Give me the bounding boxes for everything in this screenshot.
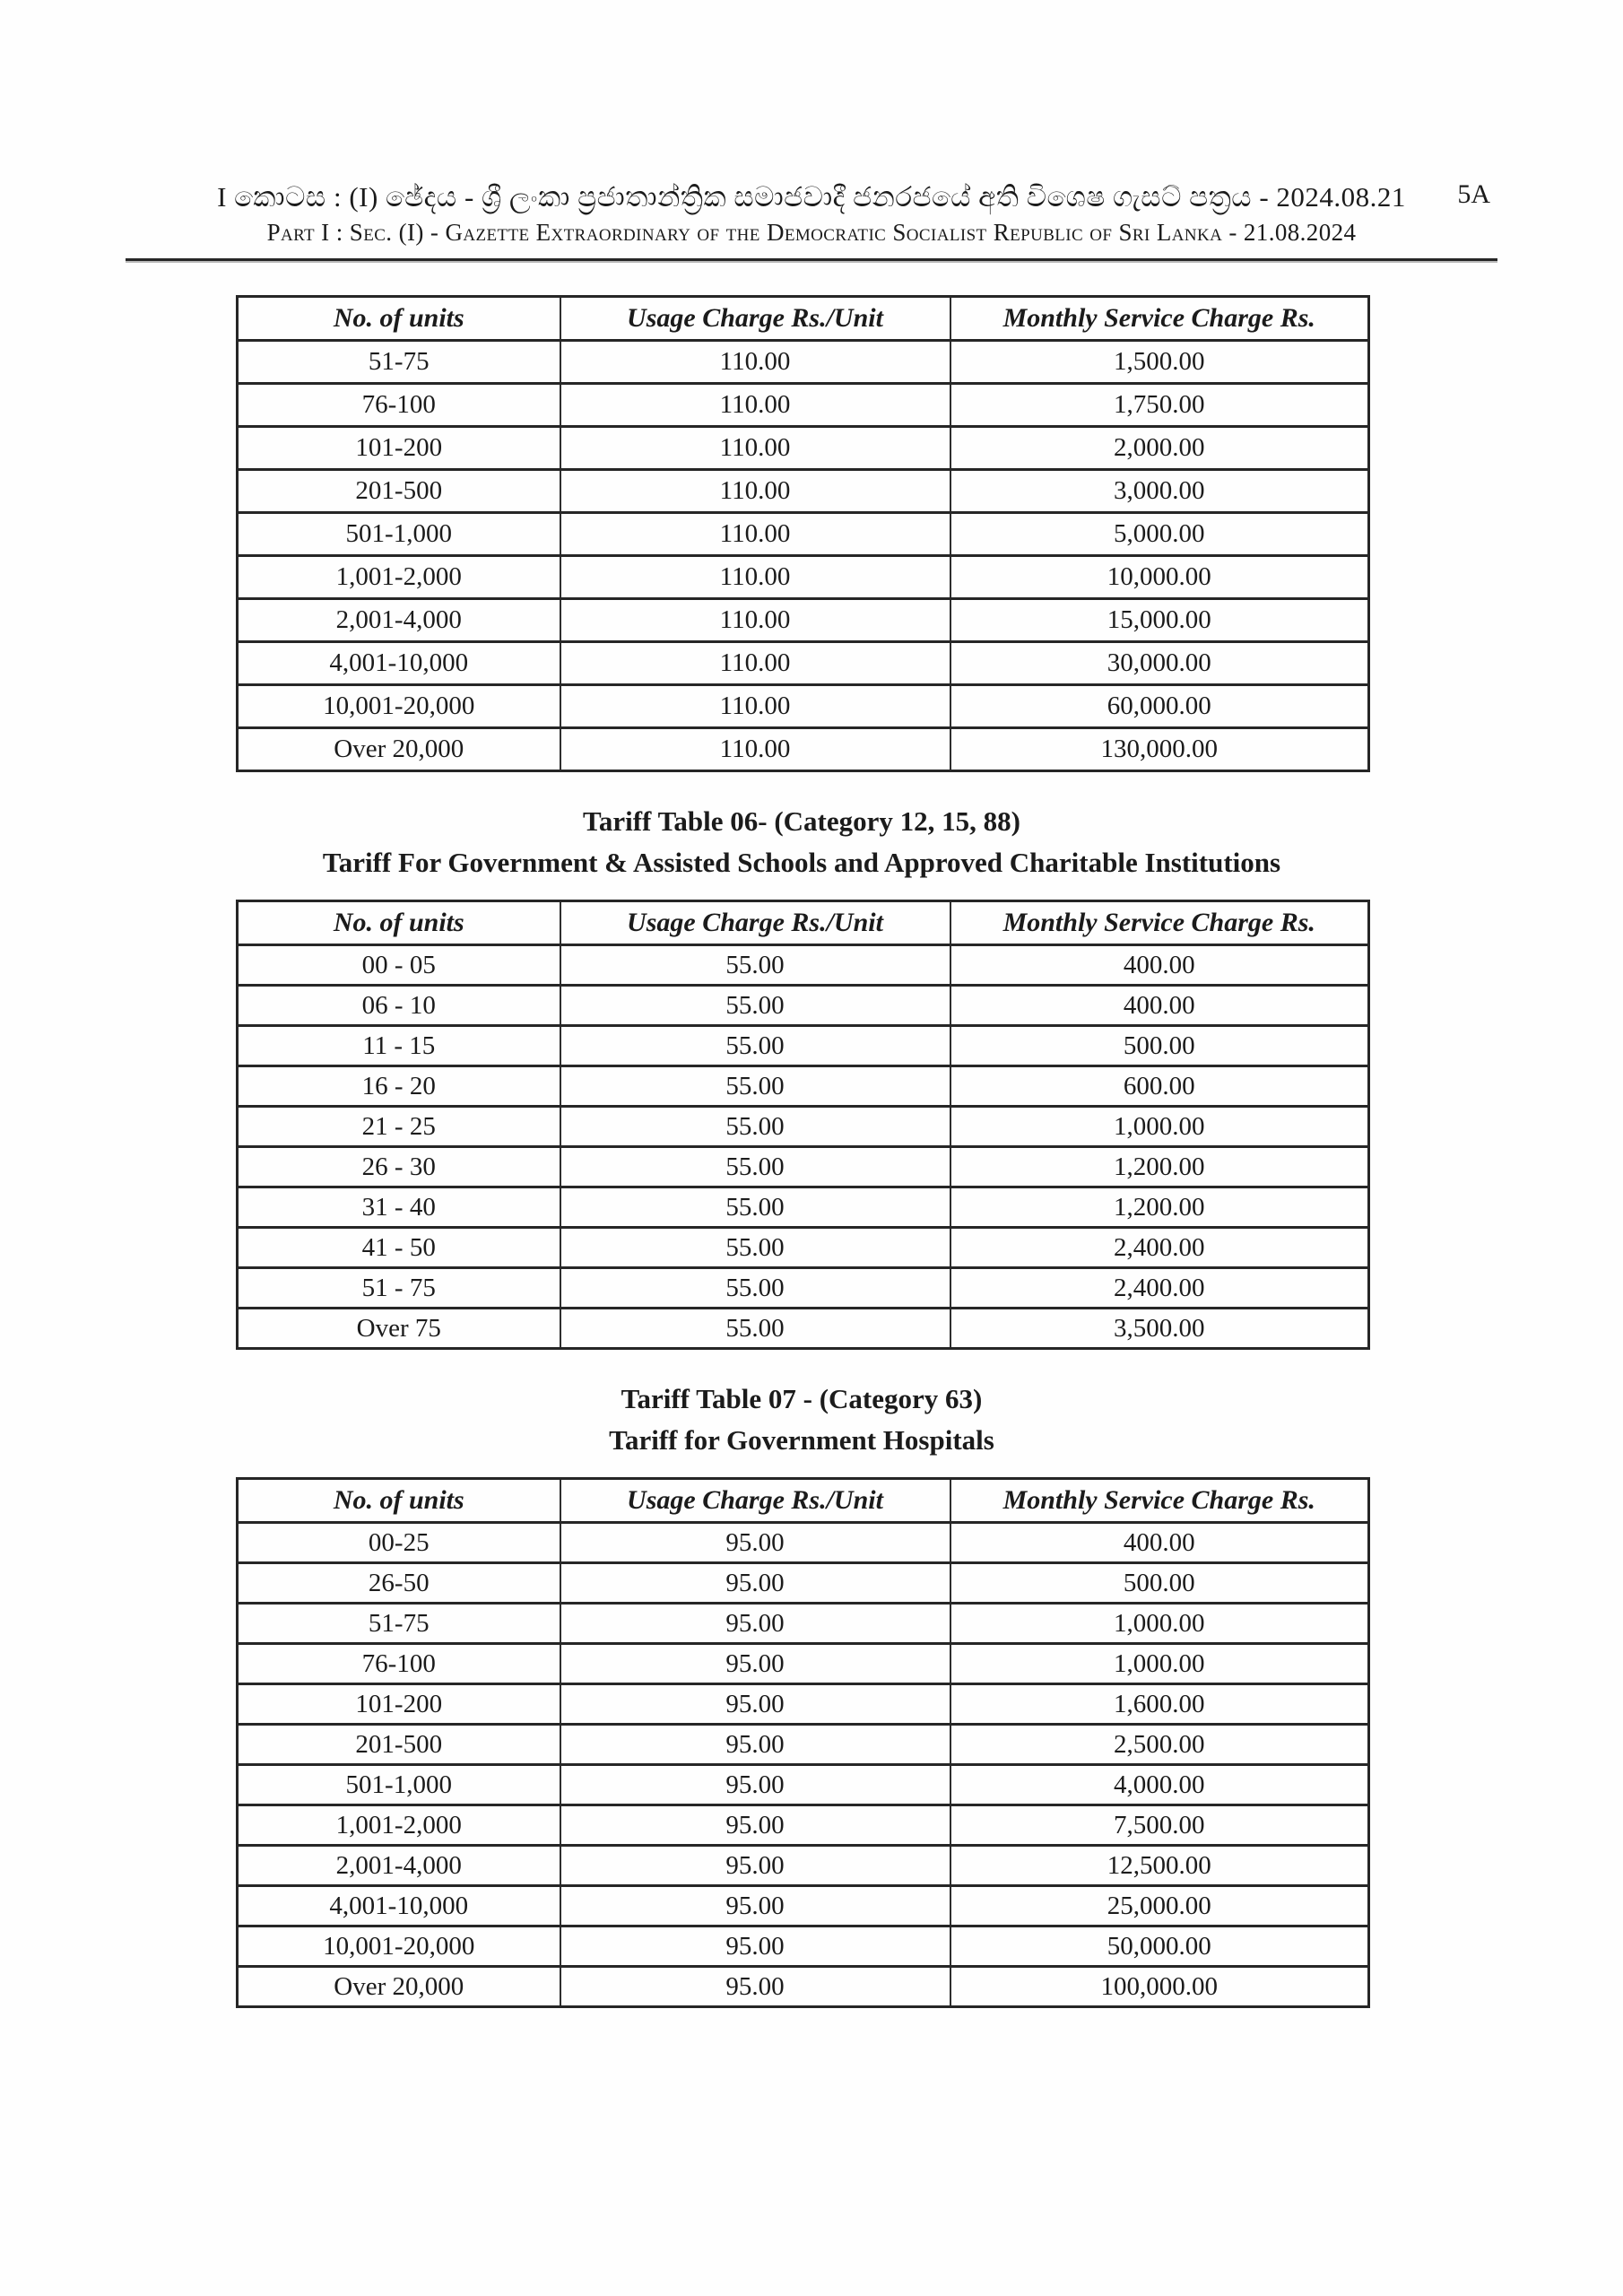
table-title: Tariff Table 07 - (Category 63)	[621, 1383, 983, 1414]
table-cell: 1,001-2,000	[238, 1805, 560, 1846]
table-cell: 501-1,000	[238, 513, 560, 556]
table-cell: 5,000.00	[950, 513, 1369, 556]
column-header-usage-charge: Usage Charge Rs./Unit	[560, 297, 950, 341]
table-row	[238, 1967, 1369, 2007]
table-body	[238, 341, 1369, 771]
table-cell: 101-200	[238, 427, 560, 470]
table-cell: 2,500.00	[950, 1725, 1369, 1765]
table-row	[238, 341, 1369, 384]
table-cell: 95.00	[560, 1805, 950, 1846]
table-row	[238, 470, 1369, 513]
table-row	[238, 1228, 1369, 1268]
table-cell: 1,200.00	[950, 1187, 1369, 1228]
table-cell: 600.00	[950, 1066, 1369, 1107]
table-cell: 00 - 05	[238, 945, 560, 986]
table-body	[238, 1523, 1369, 2007]
table-cell: 55.00	[560, 1147, 950, 1187]
column-header-usage-charge: Usage Charge Rs./Unit	[560, 901, 950, 945]
table-cell: 95.00	[560, 1725, 950, 1765]
column-header-units: No. of units	[238, 1479, 560, 1523]
table-cell: 2,001-4,000	[238, 599, 560, 642]
table-cell: 95.00	[560, 1523, 950, 1563]
table-row	[238, 1926, 1369, 1967]
table-row	[238, 1684, 1369, 1725]
table-cell: Over 20,000	[238, 1967, 560, 2007]
table-cell: 55.00	[560, 1268, 950, 1309]
table-subtitle: Tariff For Government & Assisted Schools and Approved Charitable Institutions	[322, 847, 1281, 878]
table-cell: 26-50	[238, 1563, 560, 1604]
tariff-table-07-section	[0, 1378, 1623, 2008]
table-row	[238, 1523, 1369, 1563]
table-cell: 110.00	[560, 341, 950, 384]
table-row	[238, 1604, 1369, 1644]
table-cell: 110.00	[560, 599, 950, 642]
table-row	[238, 642, 1369, 685]
table-cell: 101-200	[238, 1684, 560, 1725]
table-header-row	[238, 297, 1369, 341]
table-cell: 55.00	[560, 1187, 950, 1228]
table-cell: 1,500.00	[950, 341, 1369, 384]
table-cell: 55.00	[560, 1309, 950, 1349]
table-cell: 110.00	[560, 556, 950, 599]
tariff-table-07	[236, 1477, 1370, 2008]
table-row	[238, 1026, 1369, 1066]
table-cell: Over 75	[238, 1309, 560, 1349]
tariff-table-06	[236, 900, 1370, 1350]
table-cell: 76-100	[238, 1644, 560, 1684]
table-cell: 4,001-10,000	[238, 642, 560, 685]
table-cell: 501-1,000	[238, 1765, 560, 1805]
table-row	[238, 1107, 1369, 1147]
table-cell: 21 - 25	[238, 1107, 560, 1147]
table-row	[238, 1147, 1369, 1187]
table-cell: 100,000.00	[950, 1967, 1369, 2007]
table-row	[238, 728, 1369, 771]
table-cell: 41 - 50	[238, 1228, 560, 1268]
column-header-monthly-service-charge: Monthly Service Charge Rs.	[950, 297, 1369, 341]
table-cell: 110.00	[560, 685, 950, 728]
table-cell: 16 - 20	[238, 1066, 560, 1107]
table-cell: 201-500	[238, 1725, 560, 1765]
table-row	[238, 1886, 1369, 1926]
table-cell: 110.00	[560, 728, 950, 771]
table-cell: 110.00	[560, 513, 950, 556]
table-cell: 1,000.00	[950, 1107, 1369, 1147]
table-cell: 76-100	[238, 384, 560, 427]
table-row	[238, 986, 1369, 1026]
table-cell: 00-25	[238, 1523, 560, 1563]
table-cell: 110.00	[560, 427, 950, 470]
table-cell: 95.00	[560, 1563, 950, 1604]
column-header-usage-charge: Usage Charge Rs./Unit	[560, 1479, 950, 1523]
table-cell: 3,500.00	[950, 1309, 1369, 1349]
tariff-table-continued-section	[0, 295, 1623, 772]
table-cell: 95.00	[560, 1926, 950, 1967]
table-cell: 130,000.00	[950, 728, 1369, 771]
table-cell: 95.00	[560, 1684, 950, 1725]
table-cell: 30,000.00	[950, 642, 1369, 685]
table-row	[238, 945, 1369, 986]
table-row	[238, 513, 1369, 556]
table-cell: 201-500	[238, 470, 560, 513]
table-row	[238, 556, 1369, 599]
table-cell: 60,000.00	[950, 685, 1369, 728]
table-cell: 95.00	[560, 1886, 950, 1926]
gazette-header-english: Part I : Sec. (I) - Gazette Extraordinary of the Democratic Socialist Republic of Sri Lanka - 21.08.2024	[266, 219, 1357, 246]
table-cell: Over 20,000	[238, 728, 560, 771]
table-cell: 1,000.00	[950, 1604, 1369, 1644]
table-cell: 25,000.00	[950, 1886, 1369, 1926]
table-cell: 95.00	[560, 1967, 950, 2007]
table-body	[238, 945, 1369, 1349]
table-cell: 500.00	[950, 1563, 1369, 1604]
table-row	[238, 1846, 1369, 1886]
tariff-table-continued	[236, 295, 1370, 772]
table-cell: 12,500.00	[950, 1846, 1369, 1886]
table-row	[238, 1644, 1369, 1684]
table-cell: 110.00	[560, 470, 950, 513]
column-header-monthly-service-charge: Monthly Service Charge Rs.	[950, 901, 1369, 945]
table-cell: 51 - 75	[238, 1268, 560, 1309]
table-row	[238, 1805, 1369, 1846]
column-header-units: No. of units	[238, 297, 560, 341]
table-title: Tariff Table 06- (Category 12, 15, 88)	[583, 805, 1020, 837]
table-cell: 55.00	[560, 945, 950, 986]
tariff-table-06-section	[0, 801, 1623, 1350]
table-cell: 400.00	[950, 945, 1369, 986]
column-header-monthly-service-charge: Monthly Service Charge Rs.	[950, 1479, 1369, 1523]
table-row	[238, 1725, 1369, 1765]
table-cell: 10,000.00	[950, 556, 1369, 599]
table-row	[238, 427, 1369, 470]
table-cell: 50,000.00	[950, 1926, 1369, 1967]
table-row	[238, 599, 1369, 642]
table-cell: 55.00	[560, 1066, 950, 1107]
table-cell: 110.00	[560, 642, 950, 685]
table-cell: 51-75	[238, 341, 560, 384]
table-cell: 31 - 40	[238, 1187, 560, 1228]
table-cell: 11 - 15	[238, 1026, 560, 1066]
table-cell: 2,400.00	[950, 1268, 1369, 1309]
table-cell: 55.00	[560, 1228, 950, 1268]
table-cell: 4,000.00	[950, 1765, 1369, 1805]
table-cell: 2,400.00	[950, 1228, 1369, 1268]
table-cell: 1,000.00	[950, 1644, 1369, 1684]
table-subtitle: Tariff for Government Hospitals	[609, 1424, 994, 1456]
table-cell: 95.00	[560, 1604, 950, 1644]
table-cell: 15,000.00	[950, 599, 1369, 642]
table-cell: 95.00	[560, 1765, 950, 1805]
table-header-row	[238, 901, 1369, 945]
table-header-row	[238, 1479, 1369, 1523]
table-cell: 400.00	[950, 986, 1369, 1026]
table-cell: 55.00	[560, 986, 950, 1026]
table-cell: 10,001-20,000	[238, 685, 560, 728]
table-cell: 110.00	[560, 384, 950, 427]
table-cell: 2,000.00	[950, 427, 1369, 470]
table-row	[238, 1309, 1369, 1349]
table-cell: 4,001-10,000	[238, 1886, 560, 1926]
header-rule	[126, 258, 1497, 261]
table-cell: 1,200.00	[950, 1147, 1369, 1187]
gazette-header-sinhala: I කොටස : (I) ඡේදය - ශ්‍රී ලංකා ප්‍රජාතාන්ත්‍රික සමාජවාදී ජනරජයේ අති විශෙෂ ගැසට් පත්‍රය - 2024.08.21	[217, 181, 1406, 213]
table-cell: 55.00	[560, 1107, 950, 1147]
table-row	[238, 1187, 1369, 1228]
table-cell: 3,000.00	[950, 470, 1369, 513]
table-cell: 95.00	[560, 1846, 950, 1886]
table-row	[238, 1066, 1369, 1107]
table-cell: 400.00	[950, 1523, 1369, 1563]
table-cell: 55.00	[560, 1026, 950, 1066]
table-row	[238, 1563, 1369, 1604]
table-row	[238, 384, 1369, 427]
table-row	[238, 1765, 1369, 1805]
table-cell: 1,001-2,000	[238, 556, 560, 599]
table-cell: 2,001-4,000	[238, 1846, 560, 1886]
table-cell: 10,001-20,000	[238, 1926, 560, 1967]
table-row	[238, 1268, 1369, 1309]
page-number: 5A	[1457, 179, 1490, 209]
table-cell: 7,500.00	[950, 1805, 1369, 1846]
table-row	[238, 685, 1369, 728]
table-cell: 500.00	[950, 1026, 1369, 1066]
table-cell: 26 - 30	[238, 1147, 560, 1187]
table-cell: 51-75	[238, 1604, 560, 1644]
table-cell: 95.00	[560, 1644, 950, 1684]
column-header-units: No. of units	[238, 901, 560, 945]
table-cell: 06 - 10	[238, 986, 560, 1026]
table-cell: 1,600.00	[950, 1684, 1369, 1725]
table-cell: 1,750.00	[950, 384, 1369, 427]
